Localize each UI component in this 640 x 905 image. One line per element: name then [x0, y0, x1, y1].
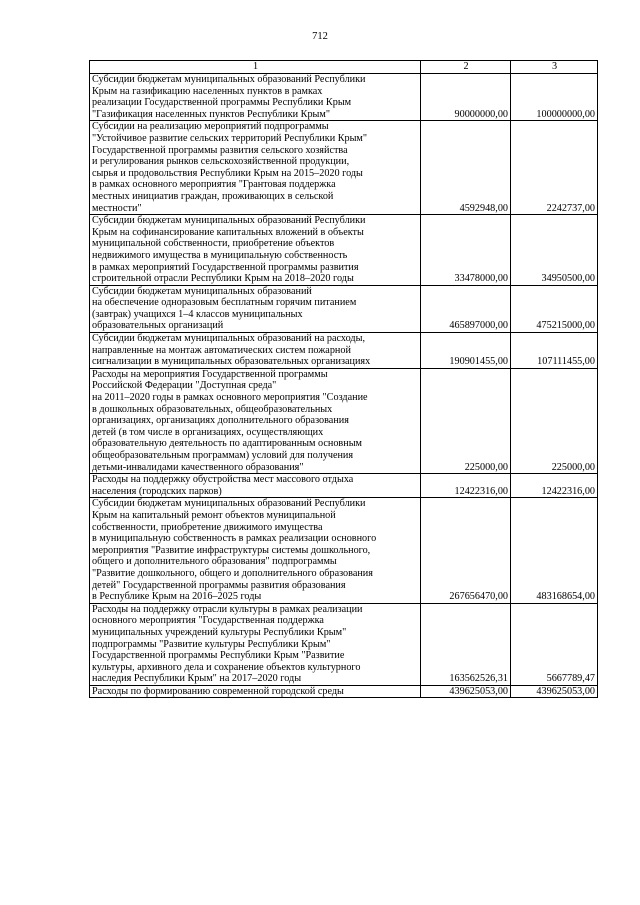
row-amount-col3: 483168654,00: [511, 498, 598, 603]
page-number: 712: [312, 31, 328, 42]
row-amount-col3: 2242737,00: [511, 121, 598, 215]
table-row: [90, 121, 598, 215]
row-description: Субсидии бюджетам муниципальных образований Республики Крым на софинансирование капитальных вложений в объекты муниципальной собственности, приобретение объектов недвижимого имущества в муниципальную собственность в рамках мероприятий Государственной программы развития строительной отрасли Республики Крым на 2018–2020 годы: [90, 215, 421, 286]
column-header-2: 2: [421, 61, 511, 74]
row-description: Расходы на мероприятия Государственной программы Российской Федерации "Доступная среда" на 2011–2020 годы в рамках основного мероприятия "Создание в дошкольных образовательных, общеобразовательных организациях, организациях дополнительного образования детей (в том числе в организациях, осуществляющих образовательную деятельность по адаптированным основным общеобразовательным программам) условий для получения детьми-инвалидами качественного образования": [90, 368, 421, 473]
table-row: [90, 74, 598, 121]
table-row: [90, 498, 598, 603]
row-amount-col2: 4592948,00: [421, 121, 511, 215]
row-amount-col2: 465897000,00: [421, 285, 511, 332]
row-amount-col3: 439625053,00: [511, 685, 598, 698]
row-description: Субсидии бюджетам муниципальных образований Республики Крым на газификацию населенных пунктов в рамках реализации Государственной программы Республики Крым "Газификация населенных пунктов Республики Крым": [90, 74, 421, 121]
row-description: Субсидии бюджетам муниципальных образований Республики Крым на капитальный ремонт объектов муниципальной собственности, приобретение движимого имущества в муниципальную собственность в рамках реализации основного мероприятия "Развитие инфраструктуры системы дошкольного, общего и дополнительного образования" подпрограммы "Развитие дошкольного, общего и дополнительного образования детей" Государственной программы развития образования в Республике Крым на 2016–2025 годы: [90, 498, 421, 603]
row-description: Расходы на поддержку отрасли культуры в рамках реализации основного мероприятия "Государственная поддержка муниципальных учреждений культуры Республики Крым" подпрограммы "Развитие культуры Республики Крым" Государственной программы Республики Крым "Развитие культуры, архивного дела и сохранение объектов культурного наследия Республики Крым" на 2017–2020 годы: [90, 603, 421, 685]
row-description: Расходы по формированию современной городской среды: [90, 685, 421, 698]
table-row: [90, 215, 598, 286]
row-description: Субсидии бюджетам муниципальных образований на обеспечение одноразовым бесплатным горячим питанием (завтрак) учащихся 1–4 классов муниципальных образовательных организаций: [90, 285, 421, 332]
row-amount-col2: 33478000,00: [421, 215, 511, 286]
row-amount-col2: 163562526,31: [421, 603, 511, 685]
row-amount-col3: 225000,00: [511, 368, 598, 473]
row-amount-col2: 439625053,00: [421, 685, 511, 698]
row-amount-col3: 107111455,00: [511, 333, 598, 369]
table-row: [90, 603, 598, 685]
row-amount-col2: 12422316,00: [421, 474, 511, 498]
row-amount-col3: 12422316,00: [511, 474, 598, 498]
table-row: [90, 474, 598, 498]
row-amount-col2: 267656470,00: [421, 498, 511, 603]
column-header-3: 3: [511, 61, 598, 74]
table-row: [90, 285, 598, 332]
row-amount-col2: 225000,00: [421, 368, 511, 473]
row-amount-col2: 90000000,00: [421, 74, 511, 121]
table-header-row: [90, 61, 598, 74]
row-amount-col2: 190901455,00: [421, 333, 511, 369]
row-amount-col3: 34950500,00: [511, 215, 598, 286]
budget-table: [89, 60, 598, 698]
row-description: Субсидии бюджетам муниципальных образований на расходы, направленные на монтаж автоматических систем пожарной сигнализации в муниципальных образовательных организациях: [90, 333, 421, 369]
row-amount-col3: 100000000,00: [511, 74, 598, 121]
row-description: Расходы на поддержку обустройства мест массового отдыха населения (городских парков): [90, 474, 421, 498]
table-row: [90, 368, 598, 473]
column-header-1: 1: [90, 61, 421, 74]
row-description: Субсидии на реализацию мероприятий подпрограммы "Устойчивое развитие сельских территорий Республики Крым" Государственной программы развития сельского хозяйства и регулирования рынков сельскохозяйственной продукции, сырья и продовольствия Республики Крым на 2015–2020 годы в рамках основного мероприятия "Грантовая поддержка местных инициатив граждан, проживающих в сельской местности": [90, 121, 421, 215]
table-row: [90, 333, 598, 369]
row-amount-col3: 475215000,00: [511, 285, 598, 332]
row-amount-col3: 5667789,47: [511, 603, 598, 685]
table-row: [90, 685, 598, 698]
